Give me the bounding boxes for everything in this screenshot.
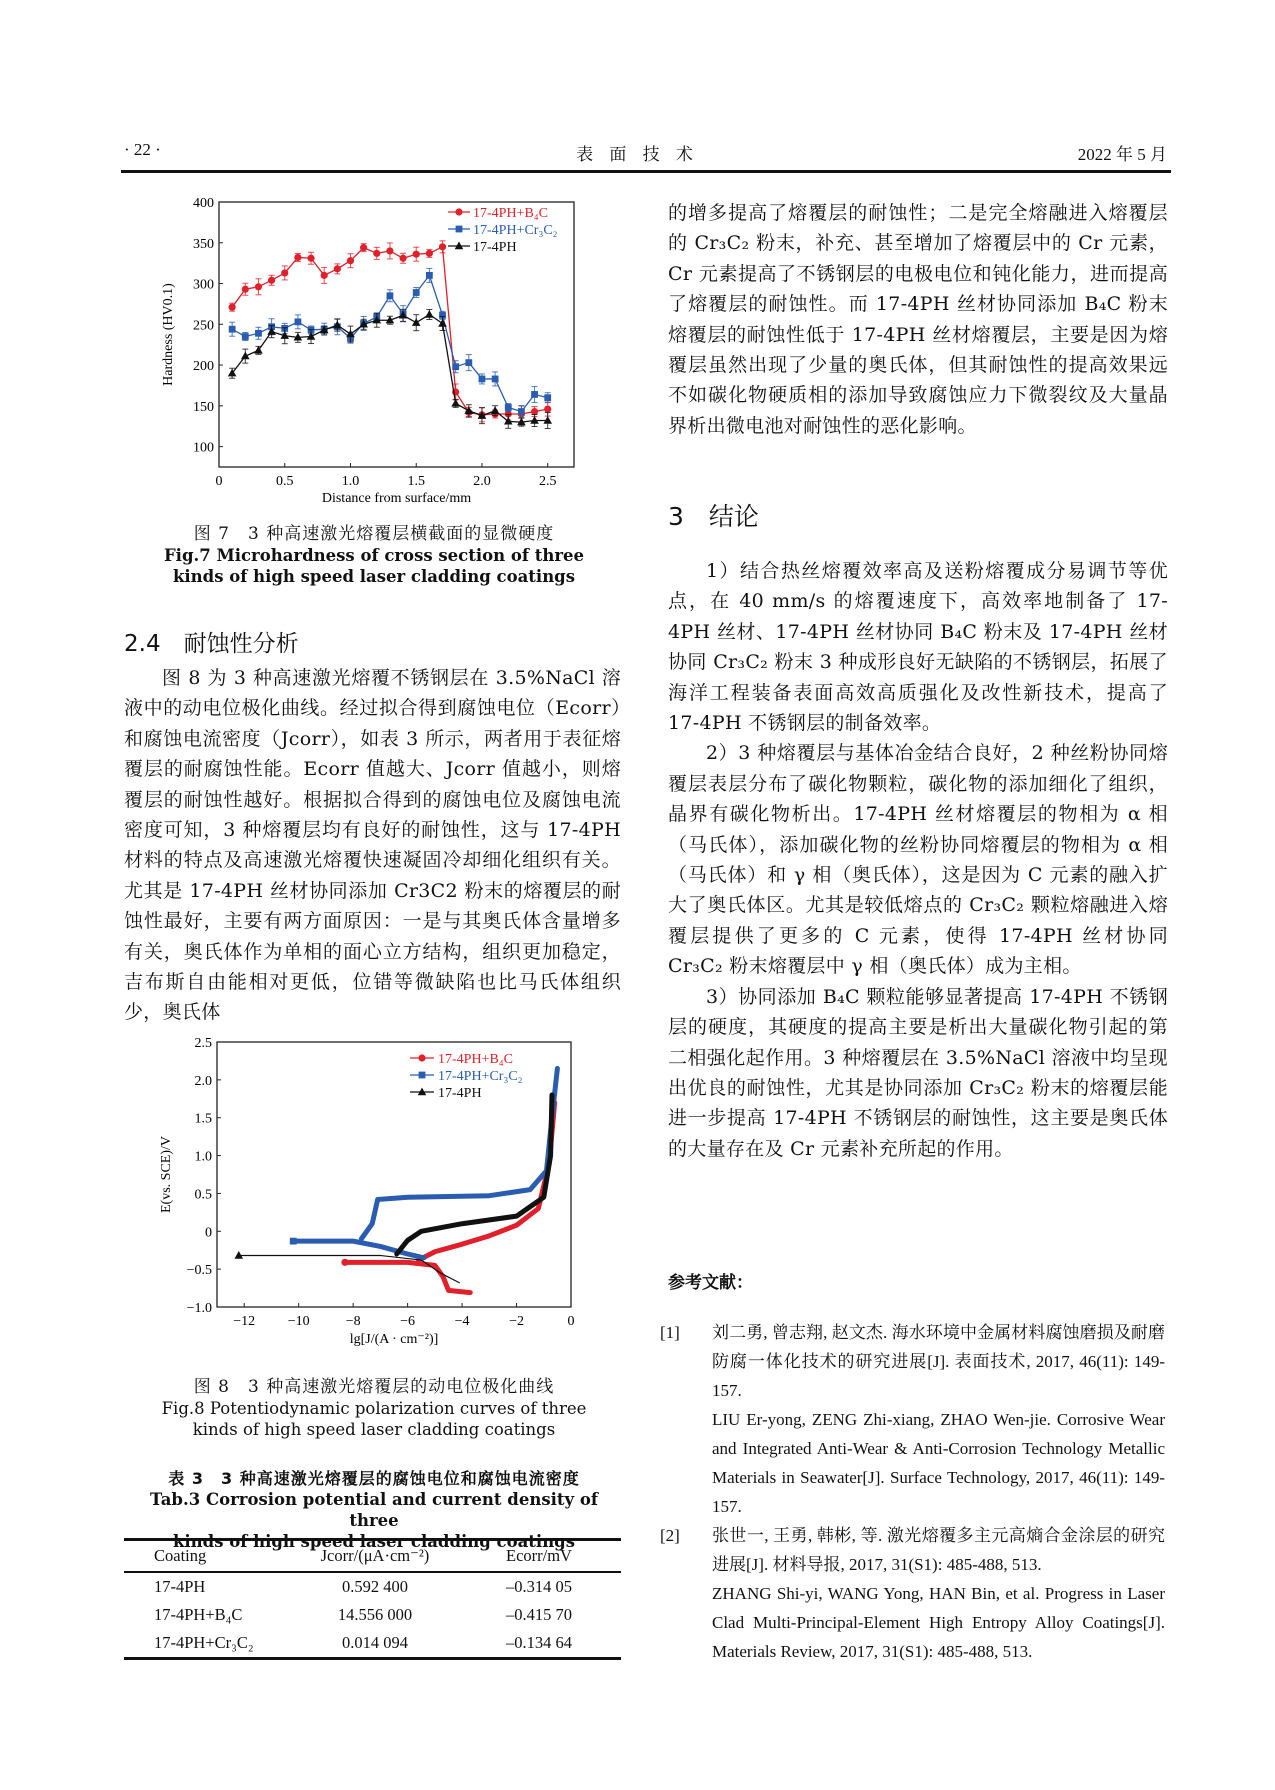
svg-text:−10: −10 — [287, 1314, 310, 1329]
right-continuation — [668, 198, 1168, 441]
journal-name: 表 面 技 术 — [576, 145, 699, 164]
cell-jcorr: 0.014 094 — [293, 1629, 457, 1659]
svg-text:17-4PH+B₄C: 17-4PH+B₄C — [438, 1052, 514, 1067]
cell-coating: 17-4PH+B₄C — [154, 1605, 243, 1624]
page-number: · 22 · — [124, 140, 161, 159]
fig7-chart — [150, 190, 590, 520]
reference-number: [2] — [660, 1526, 680, 1545]
svg-text:−12: −12 — [233, 1314, 256, 1329]
conclusion-item: 2）3 种熔覆层与基体冶金结合良好，2 种丝粉协同熔覆层表层分布了碳化物颗粒，碳化物的添加细化了组织，晶界有碳化物析出。17-4PH 丝材熔覆层的物相为 α 相（马氏体），添加碳化物的丝粉协同熔覆层的物相为 α 相（马氏体）和 γ 相（奥氏体），这是因为 C 元素的融入扩大了奥氏体区。尤其是较低熔点的 Cr₃C₂ 颗粒熔融进入熔覆层提供了更多的 C 元素，使得 17-4PH 丝材协同 Cr₃C₂ 粉末熔覆层中 γ 相（奥氏体）成为主相。 — [668, 742, 1168, 978]
col-coating: Coating — [124, 1540, 293, 1573]
svg-text:E(vs. SCE)/V: E(vs. SCE)/V — [159, 1136, 174, 1213]
fig7-svg — [150, 190, 590, 520]
reference-en: ZHANG Shi-yi, WANG Yong, HAN Bin, et al. Progress in Laser Clad Multi-Principal-Element High Entropy Alloy Coatings[J]. Materials Review, 2017, 31(S1): 485-488, 513. — [712, 1584, 1165, 1661]
conclusion-item: 3）协同添加 B₄C 颗粒能够显著提高 17-4PH 不锈钢层的硬度，其硬度的提高主要是析出大量碳化物引起的第二相强化起作用。3 种熔覆层在 3.5%NaCl 溶液中均呈现出优良的耐蚀性，尤其是协同添加 Cr₃C₂ 粉末的熔覆层能进一步提高 17-4PH 不锈钢层的耐蚀性，这主要是奥氏体的大量存在及 Cr 元素补充所起的作用。 — [668, 985, 1168, 1160]
fig7-caption-en-2: kinds of high speed laser cladding coatings — [172, 567, 576, 586]
fig8-caption-en-2: kinds of high speed laser cladding coatings — [192, 1420, 556, 1439]
table3-title-en-1: Tab.3 Corrosion potential and current density of three — [150, 1490, 598, 1530]
svg-text:−2: −2 — [509, 1314, 524, 1329]
table3-grid — [124, 1538, 621, 1660]
reference-en: LIU Er-yong, ZENG Zhi-xiang, ZHAO Wen-jie. Corrosive Wear and Integrated Anti-Wear & Anti-Corrosion Technology Metallic Materials in Seawater[J]. Surface Technology, 2017, 46(11): 149-157. — [712, 1410, 1165, 1516]
svg-text:150: 150 — [193, 399, 214, 415]
reference-zh: 张世一, 王勇, 韩彬, 等. 激光熔覆多主元高熵合金涂层的研究进展[J]. 材料导报, 2017, 31(S1): 485-488, 513. — [712, 1526, 1165, 1574]
cell-jcorr: 0.592 400 — [341, 1577, 408, 1596]
svg-text:0: 0 — [215, 474, 223, 489]
table-header-row — [124, 1540, 621, 1573]
cell-coating: 17-4PH+Cr₃C₂ — [124, 1629, 293, 1659]
table-row — [124, 1572, 621, 1601]
fig8-caption-zh: 图 8 3 种高速激光熔覆层的动电位极化曲线 — [193, 1377, 555, 1397]
fig7-caption-zh: 图 7 3 种高速激光熔覆层横截面的显微硬度 — [193, 524, 555, 544]
svg-text:100: 100 — [193, 440, 214, 456]
svg-text:2.0: 2.0 — [473, 474, 491, 489]
svg-text:2.5: 2.5 — [538, 474, 557, 489]
references-list — [660, 1318, 1165, 1666]
svg-text:−0.5: −0.5 — [186, 1263, 212, 1279]
reference-zh: 刘二勇, 曾志翔, 赵文杰. 海水环境中金属材料腐蚀磨损及耐磨防腐一体化技术的研究进展[J]. 表面技术, 2017, 46(11): 149-157. — [712, 1323, 1165, 1400]
svg-text:0: 0 — [567, 1314, 575, 1329]
svg-text:350: 350 — [193, 236, 214, 252]
svg-text:300: 300 — [193, 277, 214, 293]
table-row — [124, 1629, 621, 1659]
svg-text:1.5: 1.5 — [194, 1111, 212, 1127]
cell-jcorr: 14.556 000 — [337, 1605, 413, 1624]
svg-text:400: 400 — [193, 196, 214, 211]
reference-item — [660, 1318, 1165, 1521]
svg-text:1.5: 1.5 — [407, 474, 425, 489]
cell-ecorr: –0.134 64 — [457, 1629, 621, 1659]
svg-text:lg[J/(A · cm⁻²)]: lg[J/(A · cm⁻²)] — [349, 1332, 439, 1347]
svg-text:−4: −4 — [454, 1314, 470, 1329]
svg-text:0.5: 0.5 — [275, 474, 294, 489]
svg-text:17-4PH+Cr₃C₂: 17-4PH+Cr₃C₂ — [438, 1069, 523, 1084]
svg-text:1.0: 1.0 — [194, 1149, 212, 1165]
svg-text:250: 250 — [193, 318, 214, 334]
table3-title-zh: 表 3 3 种高速激光熔覆层的腐蚀电位和腐蚀电流密度 — [168, 1469, 580, 1488]
svg-text:2.5: 2.5 — [194, 1036, 212, 1051]
paragraph-continuation: 的增多提高了熔覆层的耐蚀性；二是完全熔融进入熔覆层的 Cr₃C₂ 粉末，补充、甚至增加了熔覆层中的 Cr 元素，Cr 元素提高了不锈钢层的电极电位和钝化能力，进而提高了熔覆层的耐蚀性。而 17-4PH 丝材协同添加 B₄C 粉末熔覆层的耐蚀性低于 17-4PH 丝材熔覆层，主要是因为熔覆层虽然出现了少量的奥氏体，但其耐蚀性的提高效果远不如碳化物硬质相的添加导致腐蚀应力下微裂纹及大量晶界析出微电池对耐蚀性的恶化影响。 — [668, 202, 1168, 437]
reference-item — [660, 1521, 1165, 1666]
reference-body — [712, 1521, 1165, 1666]
fig7-caption-en-1: Fig.7 Microhardness of cross section of three — [163, 546, 585, 565]
col-ecorr: Ecorr/mV — [457, 1540, 621, 1573]
table-row — [124, 1601, 621, 1629]
fig8-svg — [150, 1030, 590, 1370]
svg-text:17-4PH+Cr₃C₂: 17-4PH+Cr₃C₂ — [473, 223, 558, 238]
section-title-2-4: 2.4 耐蚀性分析 — [124, 631, 299, 657]
svg-text:−8: −8 — [345, 1314, 361, 1329]
table3 — [124, 1538, 621, 1660]
svg-text:Distance from surface/mm: Distance from surface/mm — [321, 491, 472, 506]
fig7-caption — [124, 524, 624, 587]
conclusion-item: 1）结合热丝熔覆效率高及送粉熔覆成分易调节等优点，在 40 mm/s 的熔覆速度下，高效率地制备了 17-4PH 丝材、17-4PH 丝材协同 B₄C 粉末及 17-4PH 丝材协同 Cr₃C₂ 粉末 3 种成形良好无缺陷的不锈钢层，拓展了海洋工程装备表面高效高质强化及改性新技术，提高了 17-4PH 不锈钢层的制备效率。 — [668, 560, 1168, 735]
cell-ecorr: –0.415 70 — [505, 1605, 572, 1624]
svg-text:17-4PH+B₄C: 17-4PH+B₄C — [473, 206, 549, 221]
svg-text:−6: −6 — [400, 1314, 416, 1329]
svg-text:−1.0: −1.0 — [186, 1301, 212, 1316]
svg-text:200: 200 — [193, 359, 214, 375]
paragraph: 图 8 为 3 种高速激光熔覆不锈钢层在 3.5%NaCl 溶液中的动电位极化曲线。经过拟合得到腐蚀电位（Ecorr）和腐蚀电流密度（Jcorr），如表 3 所示，两者用于表征熔覆层的耐腐蚀性能。Ecorr 值越大、Jcorr 值越小，则熔覆层的耐蚀性越好。根据拟合得到的腐蚀电位及腐蚀电流密度可知，3 种熔覆层均有良好的耐蚀性，这与 17-4PH 材料的特点及高速激光熔覆快速凝固冷却细化组织有关。尤其是 17-4PH 丝材协同添加 Cr3C2 粉末的熔覆层的耐蚀性最好，主要有两方面原因：一是与其奥氏体含量增多有关，奥氏体作为单相的面心立方结构，组织更加稳定，吉布斯自由能相对更低，位错等微缺陷也比马氏体组织少，奥氏体 — [124, 667, 621, 1024]
section-title-3: 3 结论 — [668, 502, 759, 531]
col-jcorr: Jcorr/(μA·cm⁻²) — [293, 1540, 457, 1573]
table3-title-en-2: kinds of high speed laser cladding coatings — [172, 1532, 576, 1551]
svg-text:0: 0 — [205, 1225, 212, 1241]
svg-text:0.5: 0.5 — [194, 1187, 212, 1203]
fig8-chart — [150, 1030, 590, 1370]
fig8-caption — [124, 1377, 624, 1440]
reference-body — [712, 1318, 1165, 1521]
references-title: 参考文献： — [668, 1273, 753, 1293]
cell-ecorr: –0.314 05 — [505, 1577, 572, 1596]
svg-text:17-4PH: 17-4PH — [473, 240, 517, 255]
fig8-caption-en-1: Fig.8 Potentiodynamic polarization curves of three — [161, 1399, 587, 1418]
svg-text:1.0: 1.0 — [341, 474, 360, 489]
reference-number: [1] — [660, 1323, 680, 1342]
issue-date: 2022 年 5 月 — [1077, 145, 1167, 164]
cell-coating: 17-4PH — [154, 1577, 206, 1596]
conclusions — [668, 556, 1168, 1164]
svg-text:2.0: 2.0 — [194, 1073, 212, 1089]
svg-text:17-4PH: 17-4PH — [438, 1086, 482, 1101]
header-rule — [121, 170, 1171, 173]
svg-text:Hardness (HV0.1): Hardness (HV0.1) — [161, 283, 176, 386]
section-2-4-body — [124, 663, 621, 1028]
